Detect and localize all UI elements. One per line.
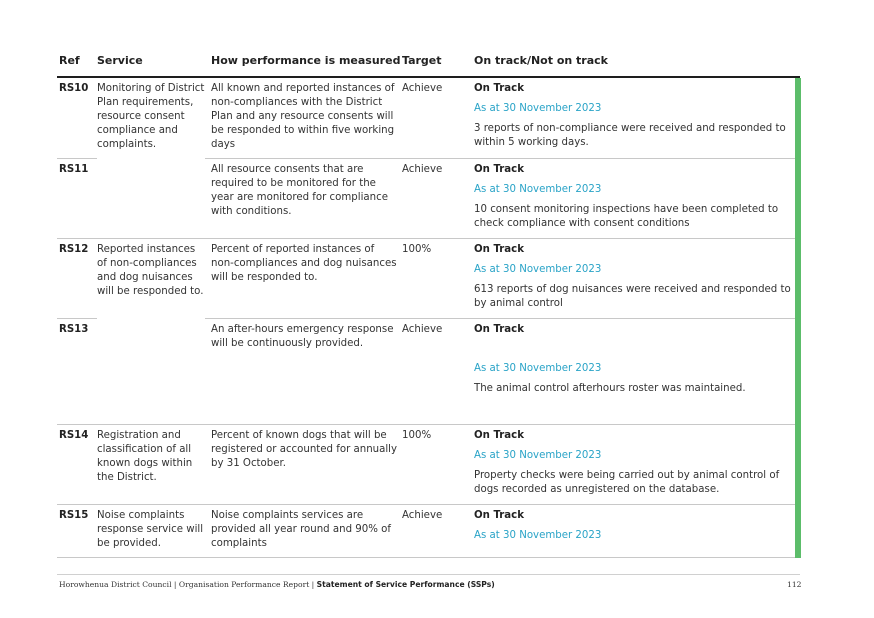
status-date: As at 30 November 2023 [474,530,602,541]
header-service: Service [97,54,143,67]
row-status-cell [474,243,794,309]
header-status: On track/Not on track [474,54,608,67]
row-service: Noise complaints response service will be provided. [97,510,204,549]
row-divider [205,318,795,319]
status-date: As at 30 November 2023 [474,103,602,114]
status-detail: 613 reports of dog nuisances were received and responded to by animal control [474,284,791,309]
status-label: On Track [474,324,525,335]
row-divider [57,557,795,558]
row-ref: RS12 [59,244,89,255]
header-target: Target [402,54,442,67]
header-divider [57,76,800,78]
row-measure: Percent of known dogs that will be registered or accounted for annually by 31 October. [211,430,398,469]
status-date: As at 30 November 2023 [474,363,602,374]
row-service: Monitoring of District Plan requirements, resource consent compliance and complaints. [97,83,205,150]
row-measure: All known and reported instances of non-compliances with the District Plan and any resource consents will be responded to within five working days [211,83,395,150]
row-ref: RS13 [59,324,89,335]
footer-org: Horowhenua District Council | Organisation Performance Report | [59,580,317,589]
status-label: On Track [474,510,525,521]
row-target: Achieve [402,324,443,335]
status-label: On Track [474,83,525,94]
status-label: On Track [474,430,525,441]
status-date: As at 30 November 2023 [474,184,602,195]
row-target: Achieve [402,164,443,175]
status-detail: 3 reports of non-compliance were received and responded to within 5 working days. [474,123,786,148]
page-number: 112 [787,580,802,589]
row-divider [57,504,795,505]
row-ref: RS14 [59,430,89,441]
status-label: On Track [474,244,525,255]
row-target: 100% [402,430,432,441]
row-ref: RS15 [59,510,89,521]
row-measure: Noise complaints services are provided all year round and 90% of complaints [211,510,391,549]
status-indicator-bar [795,78,801,558]
status-detail: 10 consent monitoring inspections have been completed to check compliance with consent conditions [474,204,779,229]
header-how-measured: How performance is measured [211,54,401,67]
footer-section-title: Statement of Service Performance (SSPs) [316,580,495,589]
row-status-cell [474,163,794,229]
row-target: 100% [402,244,432,255]
row-target: Achieve [402,510,443,521]
row-target: Achieve [402,83,443,94]
status-detail: Property checks were being carried out by animal control of dogs recorded as unregistered on the database. [474,470,780,495]
row-divider [57,318,97,319]
row-measure: All resource consents that are required to be monitored for the year are monitored for compliance with conditions. [211,164,388,217]
status-label: On Track [474,164,525,175]
row-status-cell [474,323,794,394]
status-date: As at 30 November 2023 [474,450,602,461]
row-divider [57,238,795,239]
header-ref: Ref [59,54,80,67]
row-divider [57,424,795,425]
status-detail: The animal control afterhours roster was maintained. [474,383,746,394]
row-status-cell [474,82,794,148]
row-status-cell [474,429,794,495]
row-service: Reported instances of non-compliances and dog nuisances will be responded to. [97,244,204,297]
row-divider [205,158,795,159]
status-date: As at 30 November 2023 [474,264,602,275]
footer-text [59,580,495,589]
row-service: Registration and classification of all known dogs within the District. [97,430,193,483]
row-measure: An after-hours emergency response will be continuously provided. [211,324,394,349]
row-ref: RS11 [59,164,89,175]
row-measure: Percent of reported instances of non-compliances and dog nuisances will be responded to. [211,244,397,283]
row-divider [57,158,97,159]
footer-divider [57,574,800,575]
row-status-cell [474,509,794,541]
row-ref: RS10 [59,83,89,94]
